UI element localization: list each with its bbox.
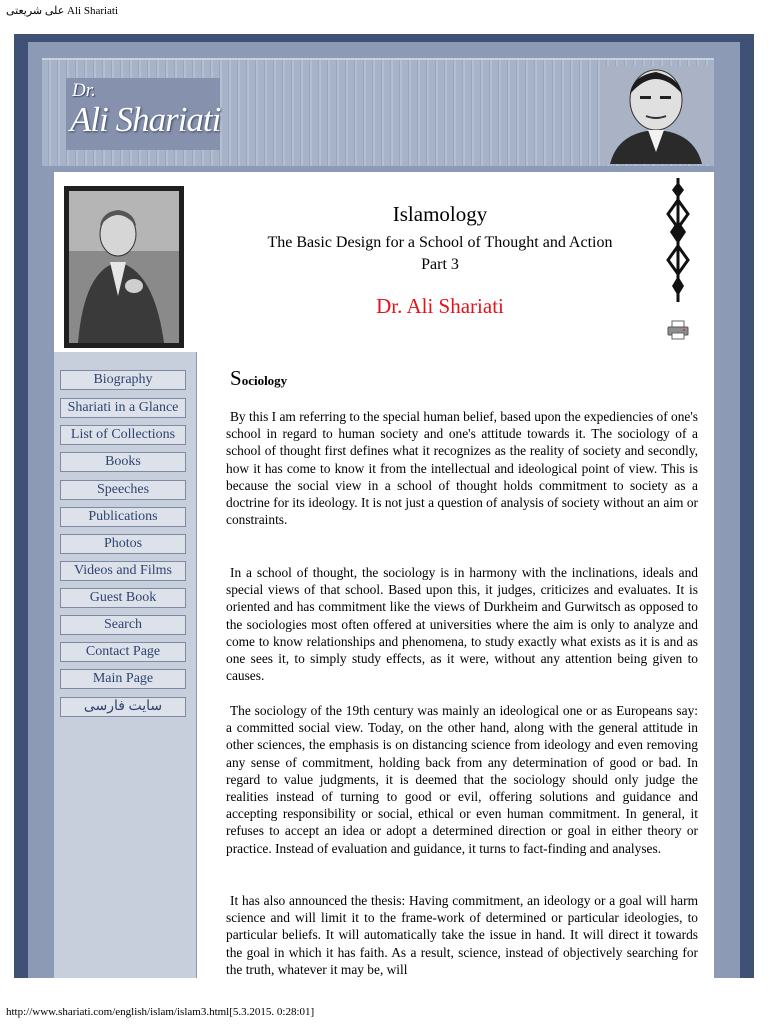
article-title: Islamology [392,202,488,226]
nav-videos-and-films[interactable]: Videos and Films [60,561,186,581]
nav-biography[interactable]: Biography [60,370,186,390]
nav-search[interactable]: Search [60,615,186,635]
browser-title: علی شریعتی Ali Shariati [6,5,119,17]
paragraph-2: In a school of thought, the sociology is in harmony with the inclinations, ideals and special views of that school. Based upon this, it judges, criticizes and evaluates. It is oriented and has commitment like the views of Durkheim and Gurwitsch as opposed to the sociologies most often offered at universities where the aim is only to analyze and come to know relationships and phenomena, to study exactly what exists as it is and as one sees it, to simply study effects, as it were, without any attention being given to causes. [226,565,698,684]
article-subtitle: The Basic Design for a School of Thought and Action [267,234,613,251]
nav-speeches[interactable]: Speeches [60,480,186,500]
print-icon[interactable] [667,320,689,340]
paragraph-1: By this I am referring to the special human belief, based upon the expediencies of one's school in regard to human society and one's attitude towards it. The sociology of a school of thought first defines what it recognizes as the reality of society and secondly, how it has come to know it from the intellectual and ideological point of view. This is because the social view in a school of thought holds commitment to society as a doctrine for its ideology. It is not just a question of analysis of society without an aim or constraints. [226,409,698,528]
nav-shariati-in-a-glance[interactable]: Shariati in a Glance [60,398,186,418]
nav-persian-site[interactable]: سایت فارسی [60,697,186,717]
nav-books[interactable]: Books [60,452,186,472]
section-initial: S [230,366,242,390]
logo-name: Ali Shariati [70,100,221,139]
nav-main-page[interactable]: Main Page [60,669,186,689]
nav-contact-page[interactable]: Contact Page [60,642,186,662]
article-part: Part 3 [421,256,459,273]
sidebar [54,352,197,978]
nav-photos[interactable]: Photos [60,534,186,554]
paragraph-4: It has also announced the thesis: Having commitment, an ideology or a goal will harm science and will limit it to the frame-work of determined or particular ideologies, to particular beliefs. It will automatically take the issue in hand. It will direct it towards the goal in which it has faith. As a result, science, instead of objectively searching for the truth, whatever it may be, will [226,893,698,977]
ornament-icon [664,176,692,304]
section-rest: ociology [241,373,288,388]
author-photo [64,186,184,348]
nav-publications[interactable]: Publications [60,507,186,527]
paragraph-3: The sociology of the 19th century was mainly an ideological one or as Europeans say: a committed social view. Today, on the other hand, along with the general attitude in other sciences, the emphasis is on distancing science from ideology and even removing any sense of commitment, holding back from any determination of good or bad. In regard to value judgments, it is deemed that the sociology should only judge the realities instead of turning to good or evil, offering solutions and guidance and accepting responsibility or social, ethical or even human commitment. In general, it refuses to accept an idea or adopt a determined direction or goal in either theory or practice. Instead of evaluation and guidance, it turns to fact-finding and analyses. [226,703,698,856]
section-heading [230,366,287,391]
nav-guest-book[interactable]: Guest Book [60,588,186,608]
header-portrait-photo [600,66,712,164]
article-author: Dr. Ali Shariati [376,294,504,318]
nav-list-of-collections[interactable]: List of Collections [60,425,186,445]
logo-dr: Dr. [72,80,96,101]
footer-url: http://www.shariati.com/english/islam/islam3.html[5.3.2015. 0:28:01] [6,1006,315,1018]
